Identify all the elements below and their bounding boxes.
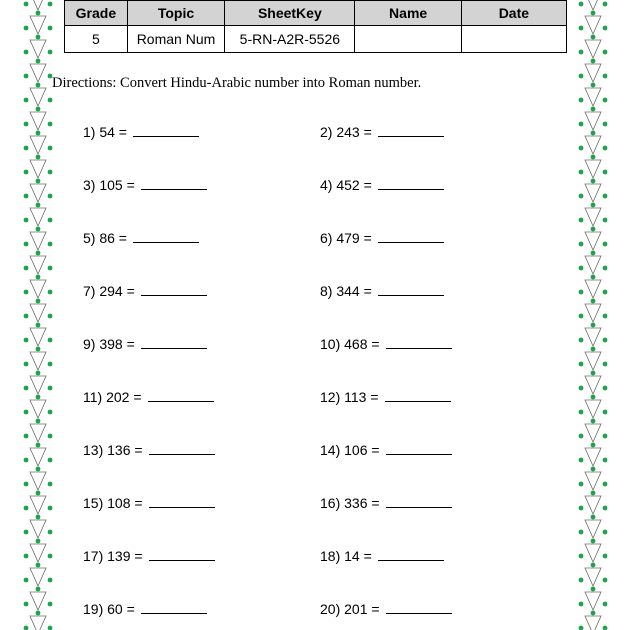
border-dot xyxy=(591,371,596,376)
border-dot xyxy=(36,59,41,64)
border-dot xyxy=(48,362,53,367)
border-dot xyxy=(36,251,41,256)
border-dot xyxy=(603,602,608,607)
problem-item xyxy=(83,600,207,617)
border-triangle xyxy=(30,376,46,394)
border-triangle xyxy=(30,136,46,154)
border-triangle xyxy=(585,424,601,442)
border-dot xyxy=(24,242,29,247)
border-dot xyxy=(579,602,584,607)
problem-label: 14) 106 = xyxy=(320,442,380,458)
border-dot xyxy=(579,554,584,559)
problem-item xyxy=(320,494,452,511)
border-dot xyxy=(48,194,53,199)
border-triangle xyxy=(30,592,46,610)
border-triangle xyxy=(30,496,46,514)
border-dot xyxy=(591,83,596,88)
border-triangle xyxy=(30,328,46,346)
border-dot xyxy=(24,362,29,367)
border-dot xyxy=(579,26,584,31)
border-triangle xyxy=(585,544,601,562)
border-triangle xyxy=(585,0,601,10)
value-row xyxy=(65,26,567,53)
problem-item xyxy=(320,176,444,193)
border-dot xyxy=(579,242,584,247)
problem-label: 1) 54 = xyxy=(83,124,127,140)
border-dot xyxy=(603,122,608,127)
border-dot xyxy=(48,218,53,223)
border-dot xyxy=(24,506,29,511)
decorative-border-right xyxy=(578,0,608,630)
border-dot xyxy=(48,290,53,295)
answer-blank[interactable] xyxy=(141,600,207,614)
border-triangle xyxy=(30,0,46,10)
border-dot xyxy=(36,443,41,448)
border-dot xyxy=(48,50,53,55)
border-dot xyxy=(603,530,608,535)
border-triangle xyxy=(30,448,46,466)
border-dot xyxy=(24,458,29,463)
border-triangle xyxy=(585,160,601,178)
border-dot xyxy=(36,83,41,88)
border-dot xyxy=(24,26,29,31)
border-dot xyxy=(591,179,596,184)
problem-label: 11) 202 = xyxy=(83,389,142,405)
border-dot xyxy=(24,266,29,271)
border-pattern-right xyxy=(578,0,608,630)
border-dot xyxy=(36,347,41,352)
border-dot xyxy=(603,74,608,79)
border-dot xyxy=(579,506,584,511)
border-dot xyxy=(36,35,41,40)
border-dot xyxy=(603,242,608,247)
border-triangle xyxy=(30,160,46,178)
border-dot xyxy=(579,578,584,583)
border-dot xyxy=(24,194,29,199)
problem-label: 9) 398 = xyxy=(83,336,135,352)
border-dot xyxy=(591,587,596,592)
answer-blank[interactable] xyxy=(385,388,451,402)
border-dot xyxy=(579,314,584,319)
border-dot xyxy=(48,602,53,607)
border-dot xyxy=(48,242,53,247)
border-dot xyxy=(579,266,584,271)
answer-blank[interactable] xyxy=(378,176,444,190)
border-dot xyxy=(24,2,29,7)
border-dot xyxy=(24,578,29,583)
border-dot xyxy=(24,386,29,391)
border-triangle xyxy=(30,424,46,442)
border-dot xyxy=(591,299,596,304)
border-dot xyxy=(603,506,608,511)
border-dot xyxy=(24,50,29,55)
problem-item xyxy=(320,600,452,617)
border-dot xyxy=(48,410,53,415)
border-triangle xyxy=(30,184,46,202)
header-name: Name xyxy=(355,1,461,26)
problem-label: 2) 243 = xyxy=(320,124,372,140)
border-dot xyxy=(24,170,29,175)
border-triangle xyxy=(585,568,601,586)
problem-label: 19) 60 = xyxy=(83,601,135,617)
border-dot xyxy=(36,323,41,328)
border-dot xyxy=(591,563,596,568)
border-dot xyxy=(591,467,596,472)
border-dot xyxy=(603,626,608,630)
border-dot xyxy=(603,266,608,271)
answer-blank[interactable] xyxy=(133,229,199,243)
problem-label: 8) 344 = xyxy=(320,283,372,299)
problem-label: 20) 201 = xyxy=(320,601,380,617)
answer-blank[interactable] xyxy=(378,123,444,137)
border-dot xyxy=(48,530,53,535)
border-dot xyxy=(579,410,584,415)
border-dot xyxy=(36,11,41,16)
border-dot xyxy=(591,419,596,424)
border-triangle xyxy=(585,616,601,630)
border-triangle xyxy=(585,208,601,226)
border-dot xyxy=(24,146,29,151)
border-triangle xyxy=(30,304,46,322)
border-dot xyxy=(591,251,596,256)
answer-blank[interactable] xyxy=(378,547,444,561)
border-triangle xyxy=(585,280,601,298)
border-dot xyxy=(603,194,608,199)
border-triangle xyxy=(30,280,46,298)
border-dot xyxy=(591,611,596,616)
problem-item xyxy=(83,335,207,352)
border-dot xyxy=(579,2,584,7)
border-dot xyxy=(36,611,41,616)
border-dot xyxy=(579,74,584,79)
border-dot xyxy=(591,539,596,544)
border-dot xyxy=(48,386,53,391)
border-triangle xyxy=(30,112,46,130)
border-triangle xyxy=(585,328,601,346)
problem-item xyxy=(83,441,215,458)
problem-item xyxy=(83,229,199,246)
border-triangle xyxy=(585,352,601,370)
border-dot xyxy=(579,362,584,367)
border-triangle xyxy=(30,40,46,58)
problem-label: 3) 105 = xyxy=(83,177,135,193)
border-triangle xyxy=(585,400,601,418)
border-triangle xyxy=(585,112,601,130)
border-dot xyxy=(579,530,584,535)
border-triangle xyxy=(30,16,46,34)
problem-label: 13) 136 = xyxy=(83,442,143,458)
border-dot xyxy=(603,314,608,319)
problem-label: 15) 108 = xyxy=(83,495,143,511)
border-triangle xyxy=(585,40,601,58)
border-dot xyxy=(36,467,41,472)
border-dot xyxy=(579,122,584,127)
border-dot xyxy=(579,626,584,630)
border-dot xyxy=(48,434,53,439)
border-triangle xyxy=(585,304,601,322)
answer-blank[interactable] xyxy=(149,547,215,561)
border-dot xyxy=(591,35,596,40)
border-dot xyxy=(591,275,596,280)
border-triangle xyxy=(30,256,46,274)
border-triangle xyxy=(30,544,46,562)
date-field[interactable] xyxy=(461,26,566,53)
border-dot xyxy=(603,362,608,367)
decorative-border-left xyxy=(23,0,53,630)
border-dot xyxy=(603,26,608,31)
border-triangle xyxy=(585,136,601,154)
border-dot xyxy=(579,170,584,175)
border-dot xyxy=(48,98,53,103)
answer-blank[interactable] xyxy=(386,441,452,455)
border-dot xyxy=(603,218,608,223)
border-triangle xyxy=(30,472,46,490)
border-dot xyxy=(591,491,596,496)
border-dot xyxy=(48,482,53,487)
border-triangle xyxy=(585,520,601,538)
problem-label: 5) 86 = xyxy=(83,230,127,246)
border-triangle xyxy=(30,232,46,250)
border-dot xyxy=(36,419,41,424)
border-dot xyxy=(24,554,29,559)
problem-item xyxy=(320,282,444,299)
border-triangle xyxy=(30,208,46,226)
problem-item xyxy=(320,547,444,564)
answer-blank[interactable] xyxy=(141,335,207,349)
problem-label: 12) 113 = xyxy=(320,389,379,405)
border-dot xyxy=(36,491,41,496)
problem-label: 10) 468 = xyxy=(320,336,380,352)
problem-item xyxy=(83,282,207,299)
header-date: Date xyxy=(461,1,566,26)
border-dot xyxy=(48,506,53,511)
border-triangle xyxy=(30,352,46,370)
problem-item xyxy=(320,441,452,458)
border-dot xyxy=(591,131,596,136)
border-dot xyxy=(48,2,53,7)
border-dot xyxy=(24,290,29,295)
answer-blank[interactable] xyxy=(149,441,215,455)
answer-blank[interactable] xyxy=(378,282,444,296)
border-dot xyxy=(579,290,584,295)
border-dot xyxy=(24,122,29,127)
border-dot xyxy=(579,98,584,103)
border-dot xyxy=(24,98,29,103)
border-dot xyxy=(36,227,41,232)
border-dot xyxy=(603,98,608,103)
border-dot xyxy=(36,131,41,136)
border-dot xyxy=(579,194,584,199)
border-dot xyxy=(48,146,53,151)
border-dot xyxy=(24,338,29,343)
problem-item xyxy=(320,335,452,352)
border-dot xyxy=(591,515,596,520)
border-dot xyxy=(36,155,41,160)
problem-item xyxy=(320,388,451,405)
border-dot xyxy=(591,155,596,160)
border-dot xyxy=(591,203,596,208)
border-dot xyxy=(36,275,41,280)
sheetkey-value: 5-RN-A2R-5526 xyxy=(225,26,355,53)
border-dot xyxy=(36,515,41,520)
border-dot xyxy=(579,218,584,223)
border-dot xyxy=(579,146,584,151)
border-dot xyxy=(36,539,41,544)
border-dot xyxy=(24,314,29,319)
border-dot xyxy=(591,443,596,448)
border-triangle xyxy=(585,496,601,514)
border-triangle xyxy=(585,16,601,34)
border-dot xyxy=(603,170,608,175)
border-dot xyxy=(36,563,41,568)
header-topic: Topic xyxy=(127,1,224,26)
border-triangle xyxy=(30,88,46,106)
problem-item xyxy=(320,229,444,246)
border-dot xyxy=(591,347,596,352)
border-dot xyxy=(603,434,608,439)
border-triangle xyxy=(30,400,46,418)
problem-label: 6) 479 = xyxy=(320,230,372,246)
border-dot xyxy=(36,299,41,304)
border-dot xyxy=(24,74,29,79)
problem-label: 18) 14 = xyxy=(320,548,372,564)
problem-item xyxy=(83,388,214,405)
border-triangle xyxy=(585,592,601,610)
border-triangle xyxy=(585,256,601,274)
border-dot xyxy=(603,410,608,415)
border-dot xyxy=(579,458,584,463)
border-pattern-left xyxy=(23,0,53,630)
border-triangle xyxy=(585,472,601,490)
problem-item xyxy=(83,494,215,511)
border-dot xyxy=(24,530,29,535)
border-dot xyxy=(48,458,53,463)
answer-blank[interactable] xyxy=(149,494,215,508)
header-row xyxy=(65,1,567,26)
border-dot xyxy=(603,386,608,391)
answer-blank[interactable] xyxy=(378,229,444,243)
answer-blank[interactable] xyxy=(386,494,452,508)
border-dot xyxy=(579,482,584,487)
answer-blank[interactable] xyxy=(386,335,452,349)
answer-blank[interactable] xyxy=(133,123,199,137)
border-dot xyxy=(48,26,53,31)
border-dot xyxy=(591,107,596,112)
problem-label: 16) 336 = xyxy=(320,495,380,511)
border-dot xyxy=(24,434,29,439)
border-dot xyxy=(591,323,596,328)
border-dot xyxy=(24,218,29,223)
border-dot xyxy=(24,410,29,415)
border-triangle xyxy=(585,232,601,250)
border-dot xyxy=(36,203,41,208)
border-triangle xyxy=(585,376,601,394)
problem-item xyxy=(83,123,199,140)
border-dot xyxy=(579,338,584,343)
border-dot xyxy=(48,122,53,127)
border-triangle xyxy=(30,520,46,538)
border-triangle xyxy=(585,448,601,466)
border-dot xyxy=(603,146,608,151)
border-dot xyxy=(591,395,596,400)
border-triangle xyxy=(585,64,601,82)
border-dot xyxy=(591,59,596,64)
border-triangle xyxy=(30,568,46,586)
problem-label: 17) 139 = xyxy=(83,548,143,564)
problem-item xyxy=(320,123,444,140)
border-dot xyxy=(579,386,584,391)
problem-item xyxy=(83,547,215,564)
answer-blank[interactable] xyxy=(386,600,452,614)
border-dot xyxy=(48,338,53,343)
answer-blank[interactable] xyxy=(141,176,207,190)
problem-label: 7) 294 = xyxy=(83,283,135,299)
border-triangle xyxy=(585,88,601,106)
border-dot xyxy=(603,290,608,295)
header-grade: Grade xyxy=(65,1,128,26)
problem-item xyxy=(83,176,207,193)
answer-blank[interactable] xyxy=(148,388,214,402)
border-dot xyxy=(36,107,41,112)
border-dot xyxy=(48,266,53,271)
border-dot xyxy=(36,395,41,400)
border-dot xyxy=(603,50,608,55)
border-dot xyxy=(603,554,608,559)
answer-blank[interactable] xyxy=(141,282,207,296)
border-dot xyxy=(603,578,608,583)
border-triangle xyxy=(30,616,46,630)
border-dot xyxy=(36,179,41,184)
border-dot xyxy=(591,11,596,16)
problem-label: 4) 452 = xyxy=(320,177,372,193)
directions-text: Directions: Convert Hindu-Arabic number into Roman number. xyxy=(52,75,422,91)
border-dot xyxy=(579,434,584,439)
border-dot xyxy=(603,338,608,343)
border-dot xyxy=(603,482,608,487)
border-triangle xyxy=(30,64,46,82)
worksheet-header-table xyxy=(64,0,567,53)
border-dot xyxy=(48,554,53,559)
border-dot xyxy=(24,482,29,487)
border-triangle xyxy=(585,184,601,202)
border-dot xyxy=(36,587,41,592)
border-dot xyxy=(603,2,608,7)
border-dot xyxy=(24,602,29,607)
header-sheetkey: SheetKey xyxy=(225,1,355,26)
border-dot xyxy=(48,170,53,175)
border-dot xyxy=(48,314,53,319)
border-dot xyxy=(603,458,608,463)
grade-value: 5 xyxy=(65,26,128,53)
topic-value: Roman Num xyxy=(127,26,224,53)
border-dot xyxy=(48,578,53,583)
border-dot xyxy=(36,371,41,376)
name-field[interactable] xyxy=(355,26,461,53)
border-dot xyxy=(591,227,596,232)
border-dot xyxy=(24,626,29,630)
border-dot xyxy=(579,50,584,55)
border-dot xyxy=(48,626,53,630)
